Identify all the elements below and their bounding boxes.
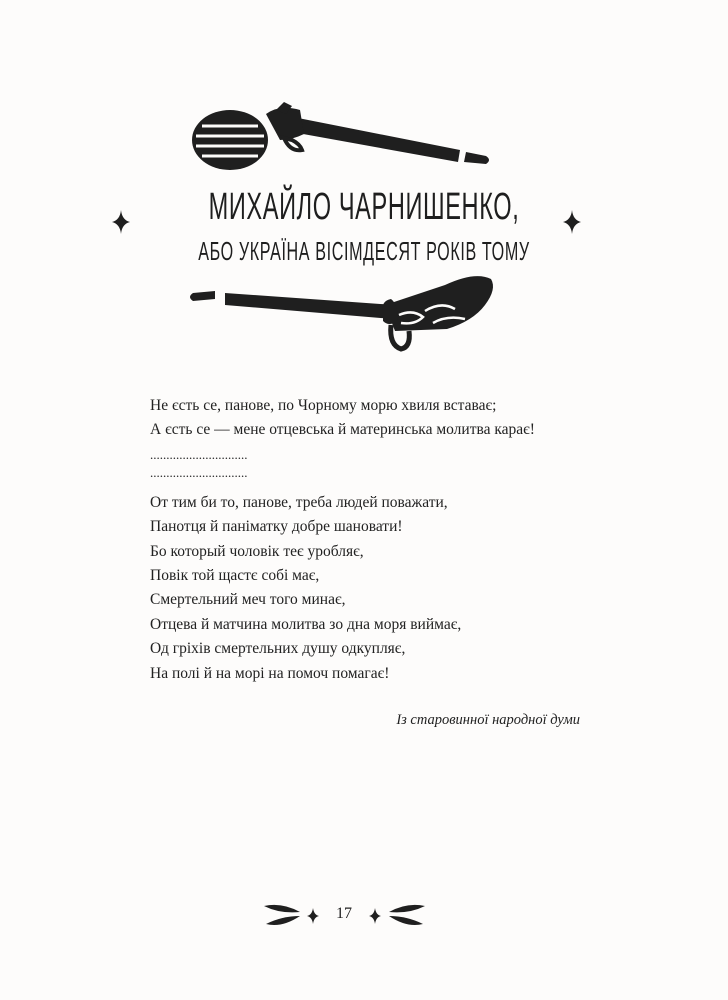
poem-line: Бо который чоловік теє уробляє, xyxy=(150,542,364,560)
chapter-subtitle: АБО УКРАЇНА ВІСІМДЕСЯТ РОКІВ ТОМУ xyxy=(198,236,530,266)
poem-line: Повік той щастє собі має, xyxy=(150,567,320,585)
poem-line: Од гріхів смертельних душу одкупляє, xyxy=(150,640,406,658)
ellipsis-line: .............................. xyxy=(150,446,248,462)
footer-right-sparkle-icon xyxy=(369,908,381,924)
epigraph-poem xyxy=(150,394,600,686)
poem-line: А єсть се — мене отцевська й материнська молитва карає! xyxy=(150,421,535,439)
poem-line: Смертельний меч того минає, xyxy=(150,591,346,609)
poem-line: Панотця й паніматку добре шановати! xyxy=(150,518,403,536)
footer-left-sparkle-icon xyxy=(307,908,319,924)
page-number: 17 xyxy=(336,905,352,922)
bottom-pistol-icon xyxy=(185,265,505,365)
poem-line: Не єсть се, панове, по Чорному морю хвиля вставає; xyxy=(150,397,497,414)
poem-line: Отцева й матчина молитва зо дна моря виймає, xyxy=(150,615,462,633)
right-leaf-icon xyxy=(387,900,427,930)
poem-line: На полі й на морі на помоч помагає! xyxy=(150,664,390,682)
chapter-title: МИХАЙЛО ЧАРНИШЕНКО, xyxy=(208,186,520,228)
left-sparkle-icon xyxy=(112,210,130,234)
top-pistol-icon xyxy=(180,100,500,180)
ellipsis-line: .............................. xyxy=(150,464,248,480)
left-leaf-icon xyxy=(262,900,302,930)
poem-line: От тим би то, панове, треба людей поважати, xyxy=(150,493,448,511)
epigraph-source: Із старовинної народної думи xyxy=(396,712,580,728)
